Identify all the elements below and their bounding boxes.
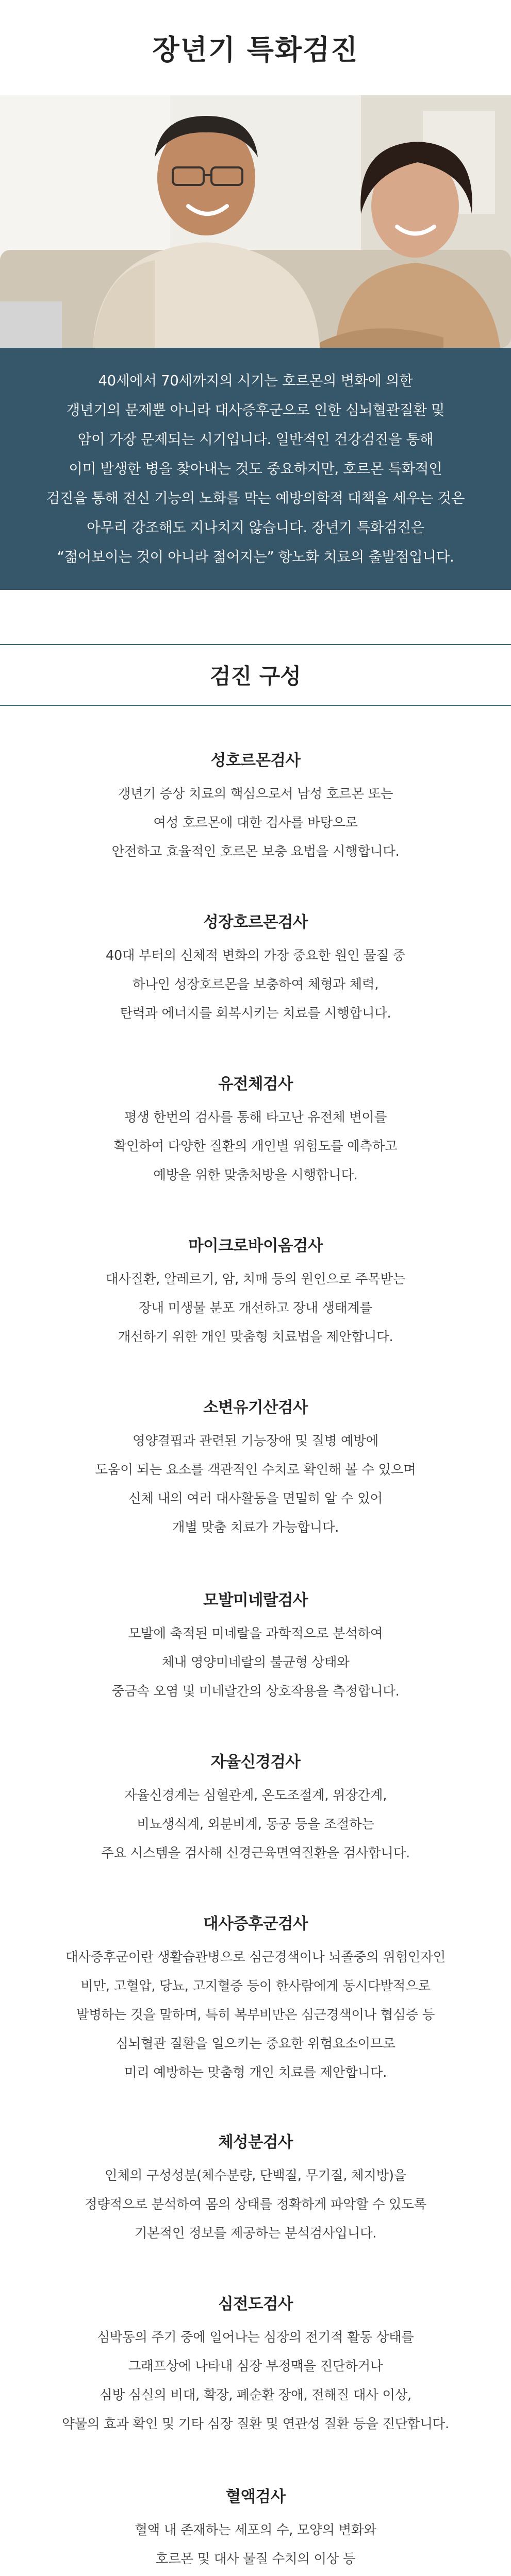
exam-title: 자율신경검사	[210, 1753, 301, 1771]
exam-line: 체내 영양미네랄의 불균형 상태와	[161, 1655, 350, 1670]
intro-line: 암이 가장 문제되는 시기입니다. 일반적인 건강검진을 통해	[77, 431, 434, 448]
exam-description	[0, 941, 511, 1028]
exam-line: 예방을 위한 맞춤처방을 시행합니다.	[153, 1167, 358, 1183]
exam-line: 안전하고 효율적인 호르몬 보충 요법을 시행합니다.	[111, 844, 400, 859]
exam-item-growth-hormone	[0, 911, 511, 1028]
exam-title: 성장호르몬검사	[203, 913, 308, 931]
intro-line: 갱년기의 문제뿐 아니라 대사증후군으로 인한 심뇌혈관질환 및	[66, 401, 445, 418]
exam-list	[0, 750, 511, 2576]
hero-photo	[0, 95, 511, 348]
exam-line: 대사질환, 알레르기, 암, 치매 등의 원인으로 주목받는	[105, 1272, 406, 1287]
exam-title: 혈액검사	[225, 2488, 286, 2506]
exam-item-blood-test	[0, 2486, 511, 2576]
exam-line: 주요 시스템을 검사해 신경근육면역질환을 검사합니다.	[101, 1845, 410, 1861]
intro-text	[46, 366, 465, 572]
exam-line: 그래프상에 나타내 심장 부정맥을 진단하거나	[128, 2359, 383, 2374]
exam-line: 장내 미생물 분포 개선하고 장내 생태계를	[139, 1300, 372, 1316]
exam-line: 신체 내의 여러 대사활동을 면밀히 알 수 있어	[128, 1491, 383, 1506]
exam-description	[0, 1943, 511, 2087]
exam-description	[0, 2516, 511, 2576]
section-title: 검진 구성	[0, 644, 511, 706]
exam-description	[0, 1103, 511, 1190]
exam-line: 약물의 효과 확인 및 기타 심장 질환 및 연관성 질환 등을 진단합니다.	[62, 2416, 449, 2432]
intro-line: “젊어보이는 것이 아니라 젊어지는” 항노화 치료의 출발점입니다.	[57, 548, 454, 565]
exam-title: 모발미네랄검사	[203, 1591, 308, 1609]
exam-description	[0, 1265, 511, 1351]
exam-item-urine-organic-acid	[0, 1397, 511, 1542]
exam-line: 발병하는 것을 말하며, 특히 복부비만은 심근경색이나 협심증 등	[76, 2007, 435, 2023]
exam-line: 개선하기 위한 개인 맞춤형 치료법을 제안합니다.	[118, 1329, 393, 1345]
exam-line: 확인하여 다양한 질환의 개인별 위험도를 예측하고	[113, 1139, 398, 1154]
exam-line: 비만, 고혈압, 당뇨, 고지혈증 등이 한사람에게 동시다발적으로	[80, 1978, 431, 1994]
exam-line: 탄력과 에너지를 회복시키는 치료를 시행합니다.	[120, 1006, 391, 1021]
intro-line: 40세에서 70세까지의 시기는 호르몬의 변화에 의한	[98, 372, 413, 389]
exam-line: 개별 맞춤 치료가 가능합니다.	[172, 1520, 339, 1535]
exam-description	[0, 1427, 511, 1542]
exam-item-metabolic-syndrome	[0, 1913, 511, 2087]
exam-line: 비뇨생식계, 외분비계, 동공 등을 조절하는	[137, 1817, 374, 1832]
exam-line	[0, 2573, 511, 2576]
exam-title: 마이크로바이옴검사	[188, 1237, 323, 1255]
exam-description	[0, 1781, 511, 1868]
exam-item-body-composition	[0, 2131, 511, 2248]
couple-illustration	[0, 95, 511, 348]
exam-description	[0, 2161, 511, 2248]
intro-line: 아무리 강조해도 지나치지 않습니다. 장년기 특화검진은	[87, 519, 424, 536]
intro-banner	[0, 348, 511, 590]
exam-line: 모발에 축적된 미네랄을 과학적으로 분석하여	[128, 1626, 383, 1641]
exam-line: 여성 호르몬에 대한 검사를 바탕으로	[153, 815, 358, 831]
exam-item-genome	[0, 1073, 511, 1190]
exam-title: 심전도검사	[218, 2295, 293, 2313]
exam-line: 호르몬 및 대사 물질 수치의 이상 등	[155, 2551, 356, 2567]
exam-line: 하나인 성장호르몬을 보충하여 체형과 체력,	[132, 977, 379, 992]
exam-line: 도움이 되는 요소를 객관적인 수치로 확인해 볼 수 있으며	[95, 1462, 416, 1478]
exam-title: 성호르몬검사	[210, 752, 301, 770]
intro-line: 이미 발생한 병을 찾아내는 것도 중요하지만, 호르몬 특화적인	[69, 460, 442, 477]
exam-line: 혈액 내 존재하는 세포의 수, 모양의 변화와	[135, 2522, 376, 2538]
exam-line: 심방 심실의 비대, 확장, 폐순환 장애, 전해질 대사 이상,	[100, 2387, 411, 2403]
exam-title: 유전체검사	[218, 1075, 293, 1093]
exam-description	[0, 2323, 511, 2438]
exam-line: 평생 한번의 검사를 통해 타고난 유전체 변이를	[124, 1110, 387, 1125]
intro-line: 검진을 통해 전신 기능의 노화를 막는 예방의학적 대책을 세우는 것은	[46, 489, 465, 506]
exam-line: 자율신경계는 심혈관계, 온도조절계, 위장간계,	[124, 1788, 387, 1803]
exam-line: 정량적으로 분석하여 몸의 상태를 정확하게 파악할 수 있도록	[85, 2197, 426, 2212]
exam-line: 40대 부터의 신체적 변화의 가장 중요한 원인 물질 중	[106, 948, 405, 963]
exam-description	[0, 1619, 511, 1706]
exam-line: 중금속 오염 및 미네랄간의 상호작용을 측정합니다.	[111, 1684, 400, 1699]
exam-title: 소변유기산검사	[203, 1399, 308, 1417]
exam-item-hair-mineral	[0, 1589, 511, 1706]
exam-item-ecg	[0, 2293, 511, 2438]
exam-line: 대사증후군이란 생활습관병으로 심근경색이나 뇌졸중의 위험인자인	[65, 1950, 446, 1965]
exam-line: 영양결핍과 관련된 기능장애 및 질병 예방에	[132, 1433, 379, 1449]
page-title: 장년기 특화검진	[152, 33, 359, 66]
exam-line: 갱년기 증상 치료의 핵심으로서 남성 호르몬 또는	[118, 786, 393, 802]
exam-item-microbiome	[0, 1235, 511, 1351]
exam-line: 미리 예방하는 맞춤형 개인 치료를 제안합니다.	[124, 2065, 387, 2080]
exam-item-autonomic-nerve	[0, 1751, 511, 1868]
exam-line: 심박동의 주기 중에 일어나는 심장의 전기적 활동 상태를	[97, 2330, 414, 2345]
exam-line: 기본적인 정보를 제공하는 분석검사입니다.	[134, 2226, 377, 2241]
exam-title: 체성분검사	[218, 2133, 293, 2151]
exam-item-sex-hormone	[0, 750, 511, 866]
exam-line: 인체의 구성성분(체수분량, 단백질, 무기질, 체지방)을	[105, 2168, 406, 2183]
exam-title: 대사증후군검사	[203, 1915, 308, 1933]
exam-line: 심뇌혈관 질환을 일으키는 중요한 위험요소이므로	[116, 2036, 395, 2052]
exam-description	[0, 779, 511, 866]
